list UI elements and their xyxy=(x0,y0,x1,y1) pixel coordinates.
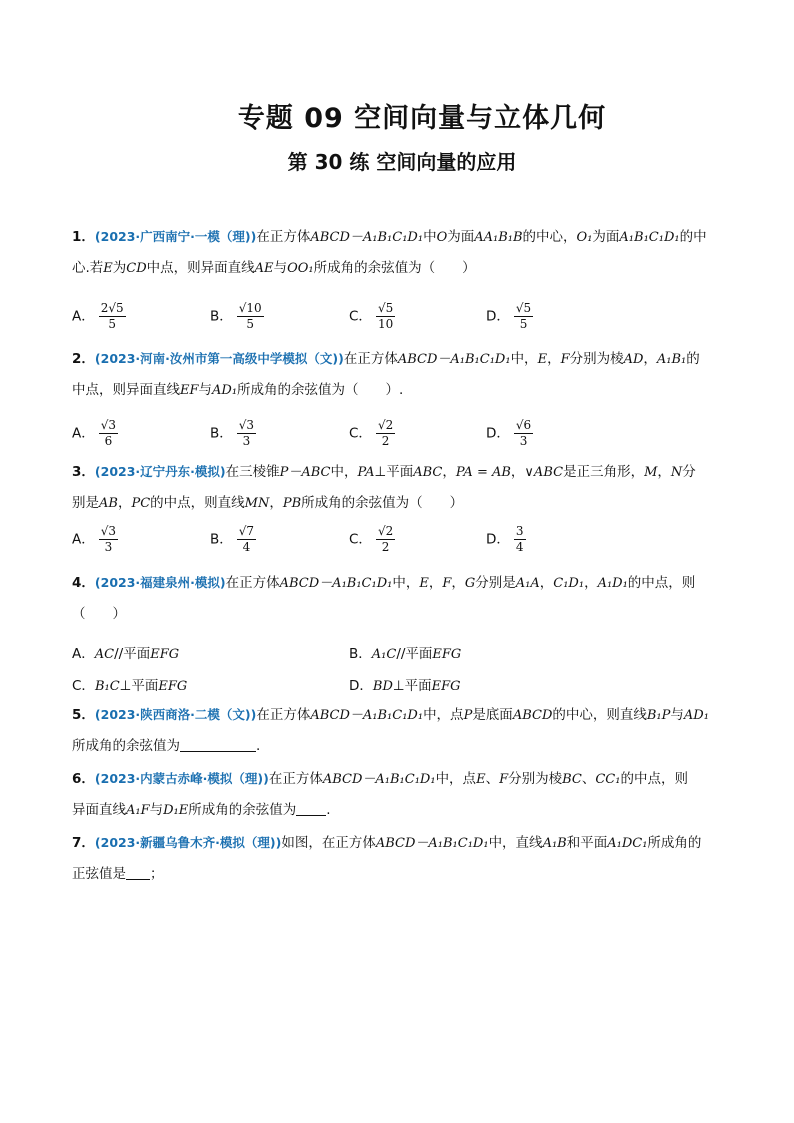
answer-blank[interactable] xyxy=(126,865,150,880)
question-source: (2023·新疆乌鲁木齐·模拟（理)) xyxy=(94,835,282,850)
question-source: (2023·辽宁丹东·模拟) xyxy=(94,464,226,479)
question-5: 5．(2023·陕西商洛·二模（文))在正方体ABCD－A₁B₁C₁D₁中，点P是底面ABCD的中心，则直线B₁P与AD₁ 所成角的余弦值为 . xyxy=(72,707,709,754)
question-4: 4．(2023·福建泉州·模拟)在正方体ABCD－A₁B₁C₁D₁中，E，F，G分别是A₁A，C₁D₁，A₁D₁的中点，则 （ ） xyxy=(72,575,696,622)
option-b[interactable]: B． $\frac{√3}{3}$ xyxy=(210,418,255,448)
fraction: $\frac{√10}{5}$ xyxy=(238,301,262,331)
question-2: 2．(2023·河南·汝州市第一高级中学模拟（文))在正方体ABCD－A₁B₁C₁D₁中，E，F分别为棱AD，A₁B₁的 中点，则异面直线EF与AD₁所成角的余弦值为（ ）. xyxy=(72,351,700,398)
fraction: $\frac{√5}{5}$ xyxy=(515,301,532,331)
question-source: (2023·内蒙古赤峰·模拟（理)) xyxy=(94,771,269,786)
question-number: 6． xyxy=(72,771,95,787)
fraction: $\frac{3}{4}$ xyxy=(515,524,524,554)
fraction: $\frac{√2}{2}$ xyxy=(377,418,394,448)
question-3: 3．(2023·辽宁丹东·模拟)在三棱锥P－ABC中，PA⊥平面ABC，PA = AB，∨ABC是正三角形，M，N分 别是AB，PC的中点，则直线MN，PB所成角的余弦值为（ ） xyxy=(72,464,696,511)
option-a[interactable]: A． $\frac{2√5}{5}$ xyxy=(72,301,124,331)
option-b[interactable]: B． $\frac{√10}{5}$ xyxy=(210,301,262,331)
answer-blank[interactable] xyxy=(296,801,326,816)
question-number: 2． xyxy=(72,351,95,367)
fraction: $\frac{√6}{3}$ xyxy=(515,418,532,448)
fraction: $\frac{√5}{10}$ xyxy=(377,301,394,331)
fraction: $\frac{2√5}{5}$ xyxy=(100,301,124,331)
question-number: 5． xyxy=(72,707,95,723)
question-number: 4． xyxy=(72,575,95,591)
question-1: 1．(2023·广西南宁·一模（理))在正方体ABCD－A₁B₁C₁D₁中O为面AA₁B₁B的中心，O₁为面A₁B₁C₁D₁的中 心.若E为CD中点，则异面直线AE与OO₁所成角的余弦值为（ ） xyxy=(72,229,707,276)
option-c[interactable]: C．B₁C⊥平面EFG xyxy=(72,678,188,694)
option-d[interactable]: D． $\frac{3}{4}$ xyxy=(486,524,524,554)
fraction: $\frac{√3}{6}$ xyxy=(100,418,117,448)
option-b[interactable]: B．A₁C//平面EFG xyxy=(349,646,462,662)
fraction: $\frac{√7}{4}$ xyxy=(238,524,255,554)
option-b[interactable]: B． $\frac{√7}{4}$ xyxy=(210,524,255,554)
option-a[interactable]: A． $\frac{√3}{6}$ xyxy=(72,418,117,448)
question-number: 1． xyxy=(72,229,95,245)
question-number: 7． xyxy=(72,835,95,851)
question-6: 6．(2023·内蒙古赤峰·模拟（理))在正方体ABCD－A₁B₁C₁D₁中，点E、F分别为棱BC、CC₁的中点，则 异面直线A₁F与D₁E所成角的余弦值为 . xyxy=(72,771,688,818)
answer-blank[interactable] xyxy=(180,737,256,752)
option-d[interactable]: D． $\frac{√5}{5}$ xyxy=(486,301,532,331)
question-number: 3． xyxy=(72,464,95,480)
question-source: (2023·福建泉州·模拟) xyxy=(94,575,226,590)
option-a[interactable]: A．AC//平面EFG xyxy=(72,646,180,662)
option-d[interactable]: D．BD⊥平面EFG xyxy=(349,678,461,694)
question-7: 7．(2023·新疆乌鲁木齐·模拟（理))如图，在正方体ABCD－A₁B₁C₁D₁中，直线A₁B和平面A₁DC₁所成角的 正弦值是 ； xyxy=(72,835,702,882)
fraction: $\frac{√2}{2}$ xyxy=(377,524,394,554)
page-title: 专题 09 空间向量与立体几何 xyxy=(237,103,607,134)
option-c[interactable]: C． $\frac{√2}{2}$ xyxy=(349,524,394,554)
option-c[interactable]: C． $\frac{√2}{2}$ xyxy=(349,418,394,448)
option-c[interactable]: C． $\frac{√5}{10}$ xyxy=(349,301,394,331)
option-d[interactable]: D． $\frac{√6}{3}$ xyxy=(486,418,532,448)
question-source: (2023·广西南宁·一模（理)) xyxy=(94,229,257,244)
question-source: (2023·河南·汝州市第一高级中学模拟（文)) xyxy=(94,351,344,366)
fraction: $\frac{√3}{3}$ xyxy=(238,418,255,448)
fraction: $\frac{√3}{3}$ xyxy=(100,524,117,554)
option-a[interactable]: A． $\frac{√3}{3}$ xyxy=(72,524,117,554)
page-subtitle: 第 30 练 空间向量的应用 xyxy=(287,150,517,174)
question-source: (2023·陕西商洛·二模（文)) xyxy=(94,707,257,722)
